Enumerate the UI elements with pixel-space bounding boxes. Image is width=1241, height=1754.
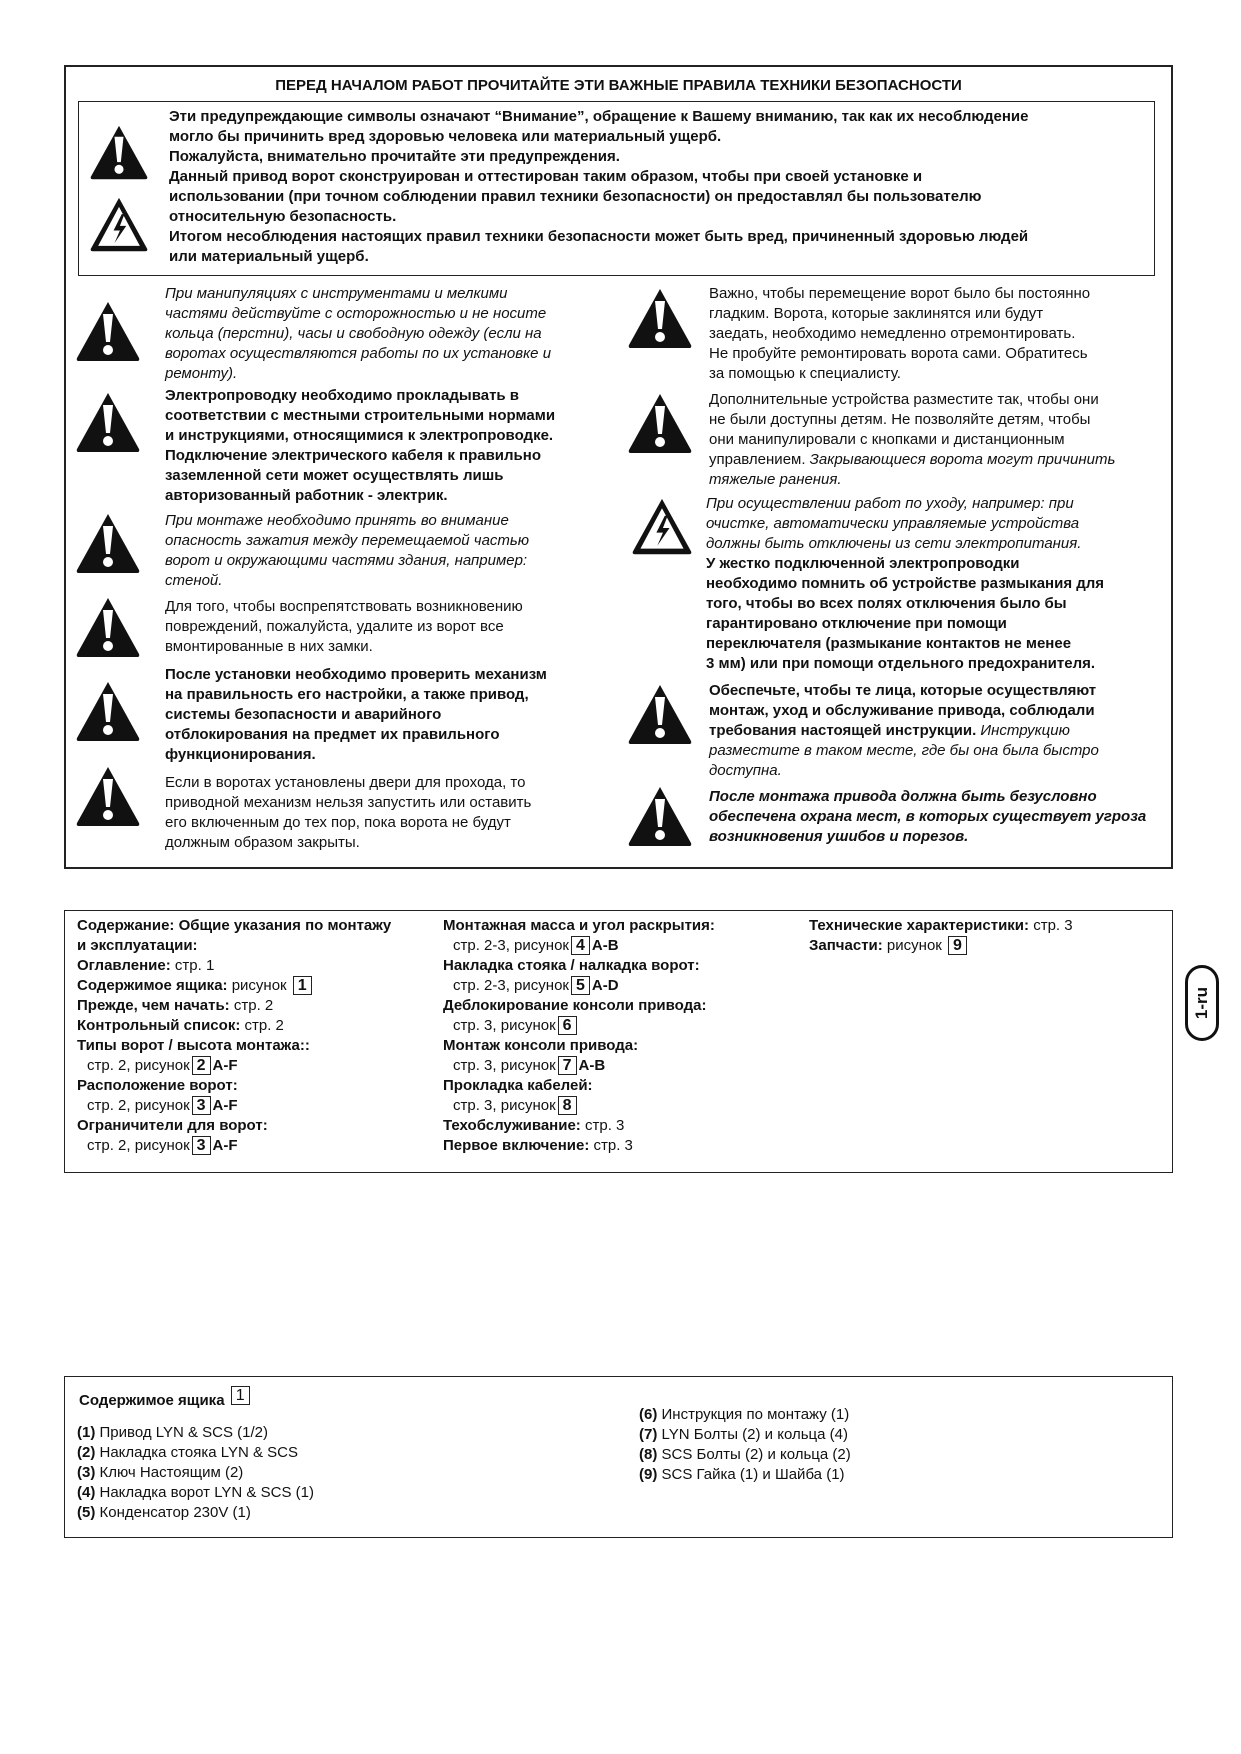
warning-icon — [90, 124, 148, 182]
warning-icon — [76, 300, 140, 364]
warning-right-4: Обеспечьте, чтобы те лица, которые осуществляют монтаж, уход и обслуживание привода, соблюдали требования настоящей инструкции. Инструкцию разместите в таком месте, где бы она была быстро доступна. — [709, 682, 1099, 779]
warning-icon — [628, 785, 692, 849]
intro-text: Эти предупреждающие символы означают “Внимание”, обращение к Вашему вниманию, так как их несоблюдение могло бы причинить вред здоровью человека или материальный ущерб. Пожалуйста, внимательно прочитайте эти предупреждения. Данный привод ворот сконструирован и оттестирован таким образом, чтобы при своей установке и использовании (при точном соблюдении правил техники безопасности) он предоставлял бы пользователю относительную безопасность. Итогом несоблюдения настоящих правил техники безопасности может быть вред, причиненный здоровью людей или материальный ущерб. — [169, 108, 1029, 265]
warning-left-5: После установки необходимо проверить механизм на правильность его настройки, а также привод, системы безопасности и аварийного отблокирования на предмет их правильного функционирования. — [165, 666, 547, 763]
toc-col-1: Содержание: Общие указания по монтажу и эксплуатации: Оглавление: стр. 1 Содержимое ящика: рисунок 1 Прежде, чем начать: стр. 2 Контрольный список: стр. 2 Типы ворот / высота монтажа:: стр. 2, рисунок 2 A-F Расположение ворот: стр. 2, рисунок 3 A-F Ограничители для ворот: стр. 2, рисунок 3 A-F — [77, 917, 392, 1154]
list-item: (1) Привод LYN & SCS (1/2) — [77, 1424, 269, 1441]
warning-icon — [76, 596, 140, 660]
warning-left-4: Для того, чтобы воспрепятствовать возникновению повреждений, пожалуйста, удалите из ворот все вмонтированные в них замки. — [165, 598, 523, 655]
warning-left-1: При манипуляциях с инструментами и мелкими частями действуйте с осторожностью и не носите кольца (перстни), часы и свободную одежду (если на воротах осуществляются работы по их установке и ремонту). — [165, 285, 552, 382]
list-item: (2) Накладка стояка LYN & SCS — [77, 1444, 298, 1461]
list-item: (6) Инструкция по монтажу (1) — [639, 1406, 850, 1423]
warning-icon — [76, 512, 140, 576]
safety-title: ПЕРЕД НАЧАЛОМ РАБОТ ПРОЧИТАЙТЕ ЭТИ ВАЖНЫЕ ПРАВИЛА ТЕХНИКИ БЕЗОПАСНОСТИ — [275, 77, 962, 94]
warning-right-2: Дополнительные устройства разместите так, чтобы они не были доступны детям. Не позволяйте детям, чтобы они манипулировали с кнопками и дистанционным управлением. Закрывающиеся ворота могут причинить тяжелые ранения. — [709, 391, 1116, 488]
toc-col-3: Технические характеристики: стр. 3 Запчасти: рисунок 9 — [809, 917, 1073, 954]
contents-title: Содержимое ящика 1 — [79, 1391, 252, 1411]
warning-icon — [76, 765, 140, 829]
warning-right-1: Важно, чтобы перемещение ворот было бы постоянно гладким. Ворота, которые заклинятся или будут заедать, необходимо немедленно отремонтировать. Не пробуйте ремонтировать ворота сами. Обратитесь за помощью к специалисту. — [709, 285, 1091, 382]
list-item: (7) LYN Болты (2) и кольца (4) — [639, 1426, 848, 1443]
high-voltage-icon — [632, 497, 692, 557]
warning-icon — [628, 683, 692, 747]
warning-right-5: После монтажа привода должна быть безусловно обеспечена охрана мест, в которых существует угроза возникновения ушибов и порезов. — [709, 788, 1147, 845]
warning-icon — [76, 680, 140, 744]
list-item: (3) Ключ Настоящим (2) — [77, 1464, 244, 1481]
warning-icon — [628, 392, 692, 456]
list-item: (8) SCS Болты (2) и кольца (2) — [639, 1446, 851, 1463]
warning-right-3: При осуществлении работ по уходу, например: при очистке, автоматически управляемые устройства должны быть отключены из сети электропитания. У жестко подключенной электропроводки необходимо помнить об устройстве размыкания для того, чтобы во всех полях отключения было бы гарантировано отключение при помощи переключателя (размыкание контактов не менее 3 мм) или при помощи отдельного предохранителя. — [706, 495, 1105, 672]
page-number-badge: 1-ru — [1185, 965, 1219, 1041]
warning-icon — [76, 391, 140, 455]
list-item: (9) SCS Гайка (1) и Шайба (1) — [639, 1466, 845, 1483]
contents-list-right — [639, 1405, 851, 1485]
warning-left-2: Электропроводку необходимо прокладывать в соответствии с местными строительными нормами и инструкциями, относящимися к электропроводке. Подключение электрического кабеля к правильно заземленной сети может осуществлять лишь авторизованный работник - электрик. — [165, 387, 556, 504]
warning-left-6: Если в воротах установлены двери для прохода, то приводной механизм нельзя запустить или оставить его включенным до тех пор, пока ворота не будут должным образом закрыты. — [165, 774, 532, 851]
warning-icon — [628, 287, 692, 351]
high-voltage-icon — [90, 196, 148, 254]
list-item: (5) Конденсатор 230V (1) — [77, 1504, 251, 1521]
list-item: (4) Накладка ворот LYN & SCS (1) — [77, 1484, 314, 1501]
toc-col-2: Монтажная масса и угол раскрытия: стр. 2-3, рисунок 4 A-B Накладка стояка / налкадка ворот: стр. 2-3, рисунок 5 A-D Деблокирование консоли привода: стр. 3, рисунок 6 Монтаж консоли привода: стр. 3, рисунок 7 A-B Прокладка кабелей: стр. 3, рисунок 8 Техобслуживание: стр. 3 Первое включение: стр. 3 — [443, 917, 715, 1154]
warning-left-3: При монтаже необходимо принять во внимание опасность зажатия между перемещаемой частью ворот и окружающими частями здания, например: стеной. — [165, 512, 530, 589]
contents-list-left — [77, 1423, 314, 1523]
